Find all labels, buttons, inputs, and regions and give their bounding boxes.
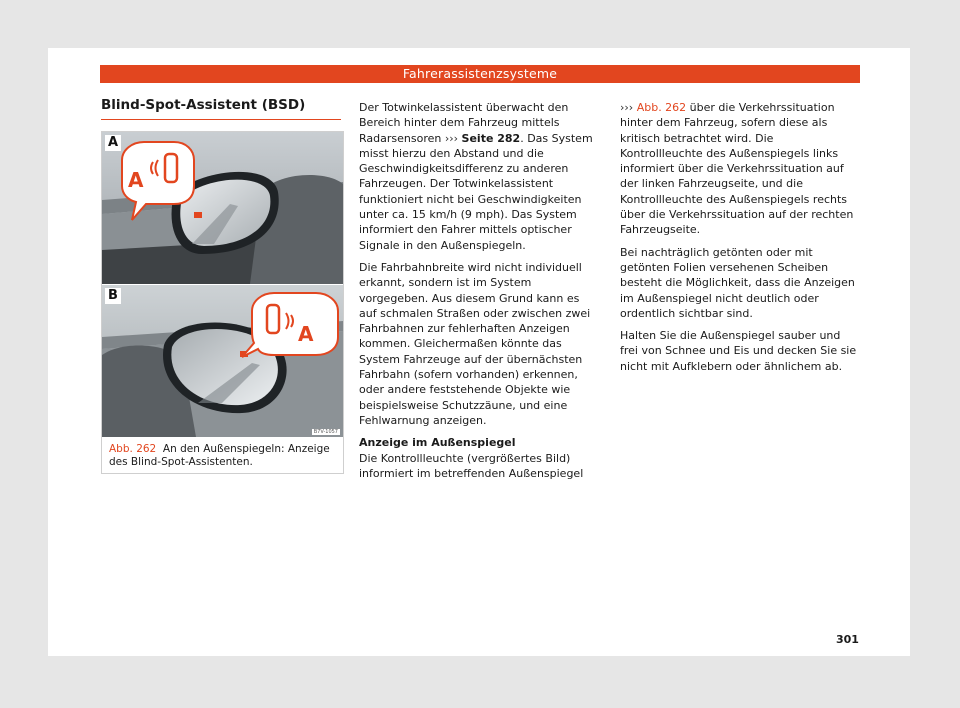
paragraph	[620, 100, 858, 238]
mirror-illustration-left	[102, 132, 343, 284]
paragraph: Die Kontrollleuchte (vergrößertes Bild) informiert im betreffenden Außenspiegel	[359, 451, 584, 480]
figure-reference-link[interactable]: Abb. 262	[636, 101, 687, 114]
reference-arrows: ›››	[444, 131, 459, 145]
page-reference-link[interactable]: Seite 282	[461, 131, 521, 145]
reference-arrows: ›››	[620, 101, 634, 114]
chapter-header: Fahrerassistenzsysteme	[100, 65, 860, 83]
panel-label-b: B	[105, 288, 121, 304]
paragraph: Halten Sie die Außenspiegel sauber und frei von Schnee und Eis und decken Sie sie nicht mit Aufklebern oder ähnlichem ab.	[620, 329, 857, 373]
page-number: 301	[836, 633, 859, 646]
svg-text:A: A	[298, 322, 314, 346]
figure-caption	[109, 443, 337, 469]
paragraph: Bei nachträglich getönten oder mit getönten Folien versehenen Scheiben besteht die Möglichkeit, dass die Anzeigen im Außenspiegel nicht deutlich oder ordentlich sichtbar sind.	[620, 245, 855, 320]
svg-text:A: A	[128, 168, 144, 192]
caption-text: An den Außenspiegeln: Anzeige des Blind-Spot-Assistenten.	[109, 443, 330, 468]
mirror-illustration-right	[102, 285, 343, 437]
paragraph-text: . Das System misst hierzu den Abstand und die Geschwindigkeitsdifferenz zu anderen Fahrzeugen. Der Totwinkelassistent funktioniert nicht bei Geschwindigkeiten unter ca. 15 km/h (9 mph). Das System informiert den Fahrer mittels optischer Signale in den Außenspiegeln.	[359, 131, 593, 252]
figure-262	[101, 131, 344, 474]
caption-reference: Abb. 262	[109, 443, 157, 455]
figure-panel-b	[102, 285, 343, 437]
text-column-1	[359, 100, 597, 488]
paragraph-text: über die Verkehrssituation hinter dem Fahrzeug, sofern diese als kritisch betrachtet wird. Die Kontrollleuchte des Außenspiegels links informiert über die Verkehrssituation auf der linken Fahrzeugseite, und die Kontrollleuchte des Außenspiegels rechts über die Verkehrssituation auf der rechten Fahrzeugseite.	[620, 101, 854, 237]
text-column-2	[620, 100, 858, 381]
panel-label-a: A	[105, 135, 121, 151]
section-title: Blind-Spot-Assistent (BSD)	[101, 97, 341, 120]
figure-panel-a	[102, 132, 343, 284]
subheading: Anzeige im Außenspiegel	[359, 436, 516, 450]
paragraph	[359, 100, 597, 253]
paragraph-text: Der Totwinkelassistent überwacht den Bereich hinter dem Fahrzeug mittels Radarsensoren	[359, 101, 569, 145]
figure-code: B7V-1057	[313, 429, 338, 435]
paragraph: Die Fahrbahnbreite wird nicht individuell erkannt, sondern ist im System vorgegeben. Aus diesem Grund kann es auf schmalen Straßen oder zwischen zwei Fahrbahnen zur fehlerhaften Anzeigen kommen. Gleichermaßen könnte das System Fahrzeuge auf der übernächsten Fahrbahn (sofern vorhanden) erkennen, oder andere feststehende Objekte wie beispielsweise Schutzzäune, und eine Fehlwarnung anzeigen.	[359, 260, 591, 427]
